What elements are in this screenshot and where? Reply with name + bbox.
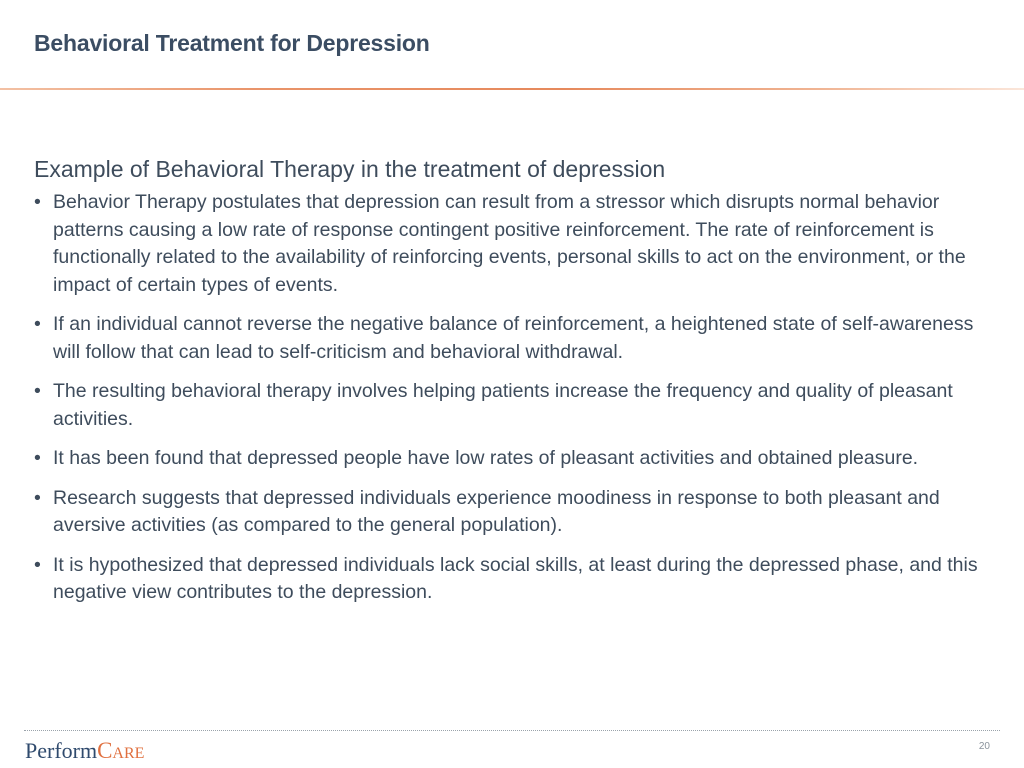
logo-text-care <box>97 738 144 763</box>
bullet-item: • If an individual cannot reverse the negative balance of reinforcement, a heightened state of self-awareness will follow that can lead to self-criticism and behavioral withdrawal. <box>34 311 984 366</box>
bullet-item: • Behavior Therapy postulates that depression can result from a stressor which disrupts normal behavior patterns causing a low rate of response contingent positive reinforcement. The rate of reinforcement is functionally related to the availability of reinforcing events, personal skills to act on the environment, or the impact of certain types of events. <box>34 189 984 299</box>
bullet-item: • It has been found that depressed people have low rates of pleasant activities and obtained pleasure. <box>34 445 984 473</box>
bullet-item: • The resulting behavioral therapy involves helping patients increase the frequency and quality of pleasant activities. <box>34 378 984 433</box>
page-number: 20 <box>978 741 990 752</box>
bullet-item: • It is hypothesized that depressed individuals lack social skills, at least during the depressed phase, and this negative view contributes to the depression. <box>34 552 984 607</box>
title-divider <box>0 88 1024 90</box>
bullet-item: • Research suggests that depressed individuals experience moodiness in response to both pleasant and aversive activities (as compared to the general population). <box>34 485 984 540</box>
bullet-list <box>34 189 984 607</box>
slide-title: Behavioral Treatment for Depression <box>34 30 430 56</box>
logo-text-care-small-caps: Care <box>97 738 145 763</box>
logo-text-perform: Perform <box>25 738 98 763</box>
footer-divider <box>24 730 1000 731</box>
slide-content <box>34 156 984 619</box>
slide-subtitle: Example of Behavioral Therapy in the treatment of depression <box>34 156 666 182</box>
performcare-logo <box>25 738 144 764</box>
